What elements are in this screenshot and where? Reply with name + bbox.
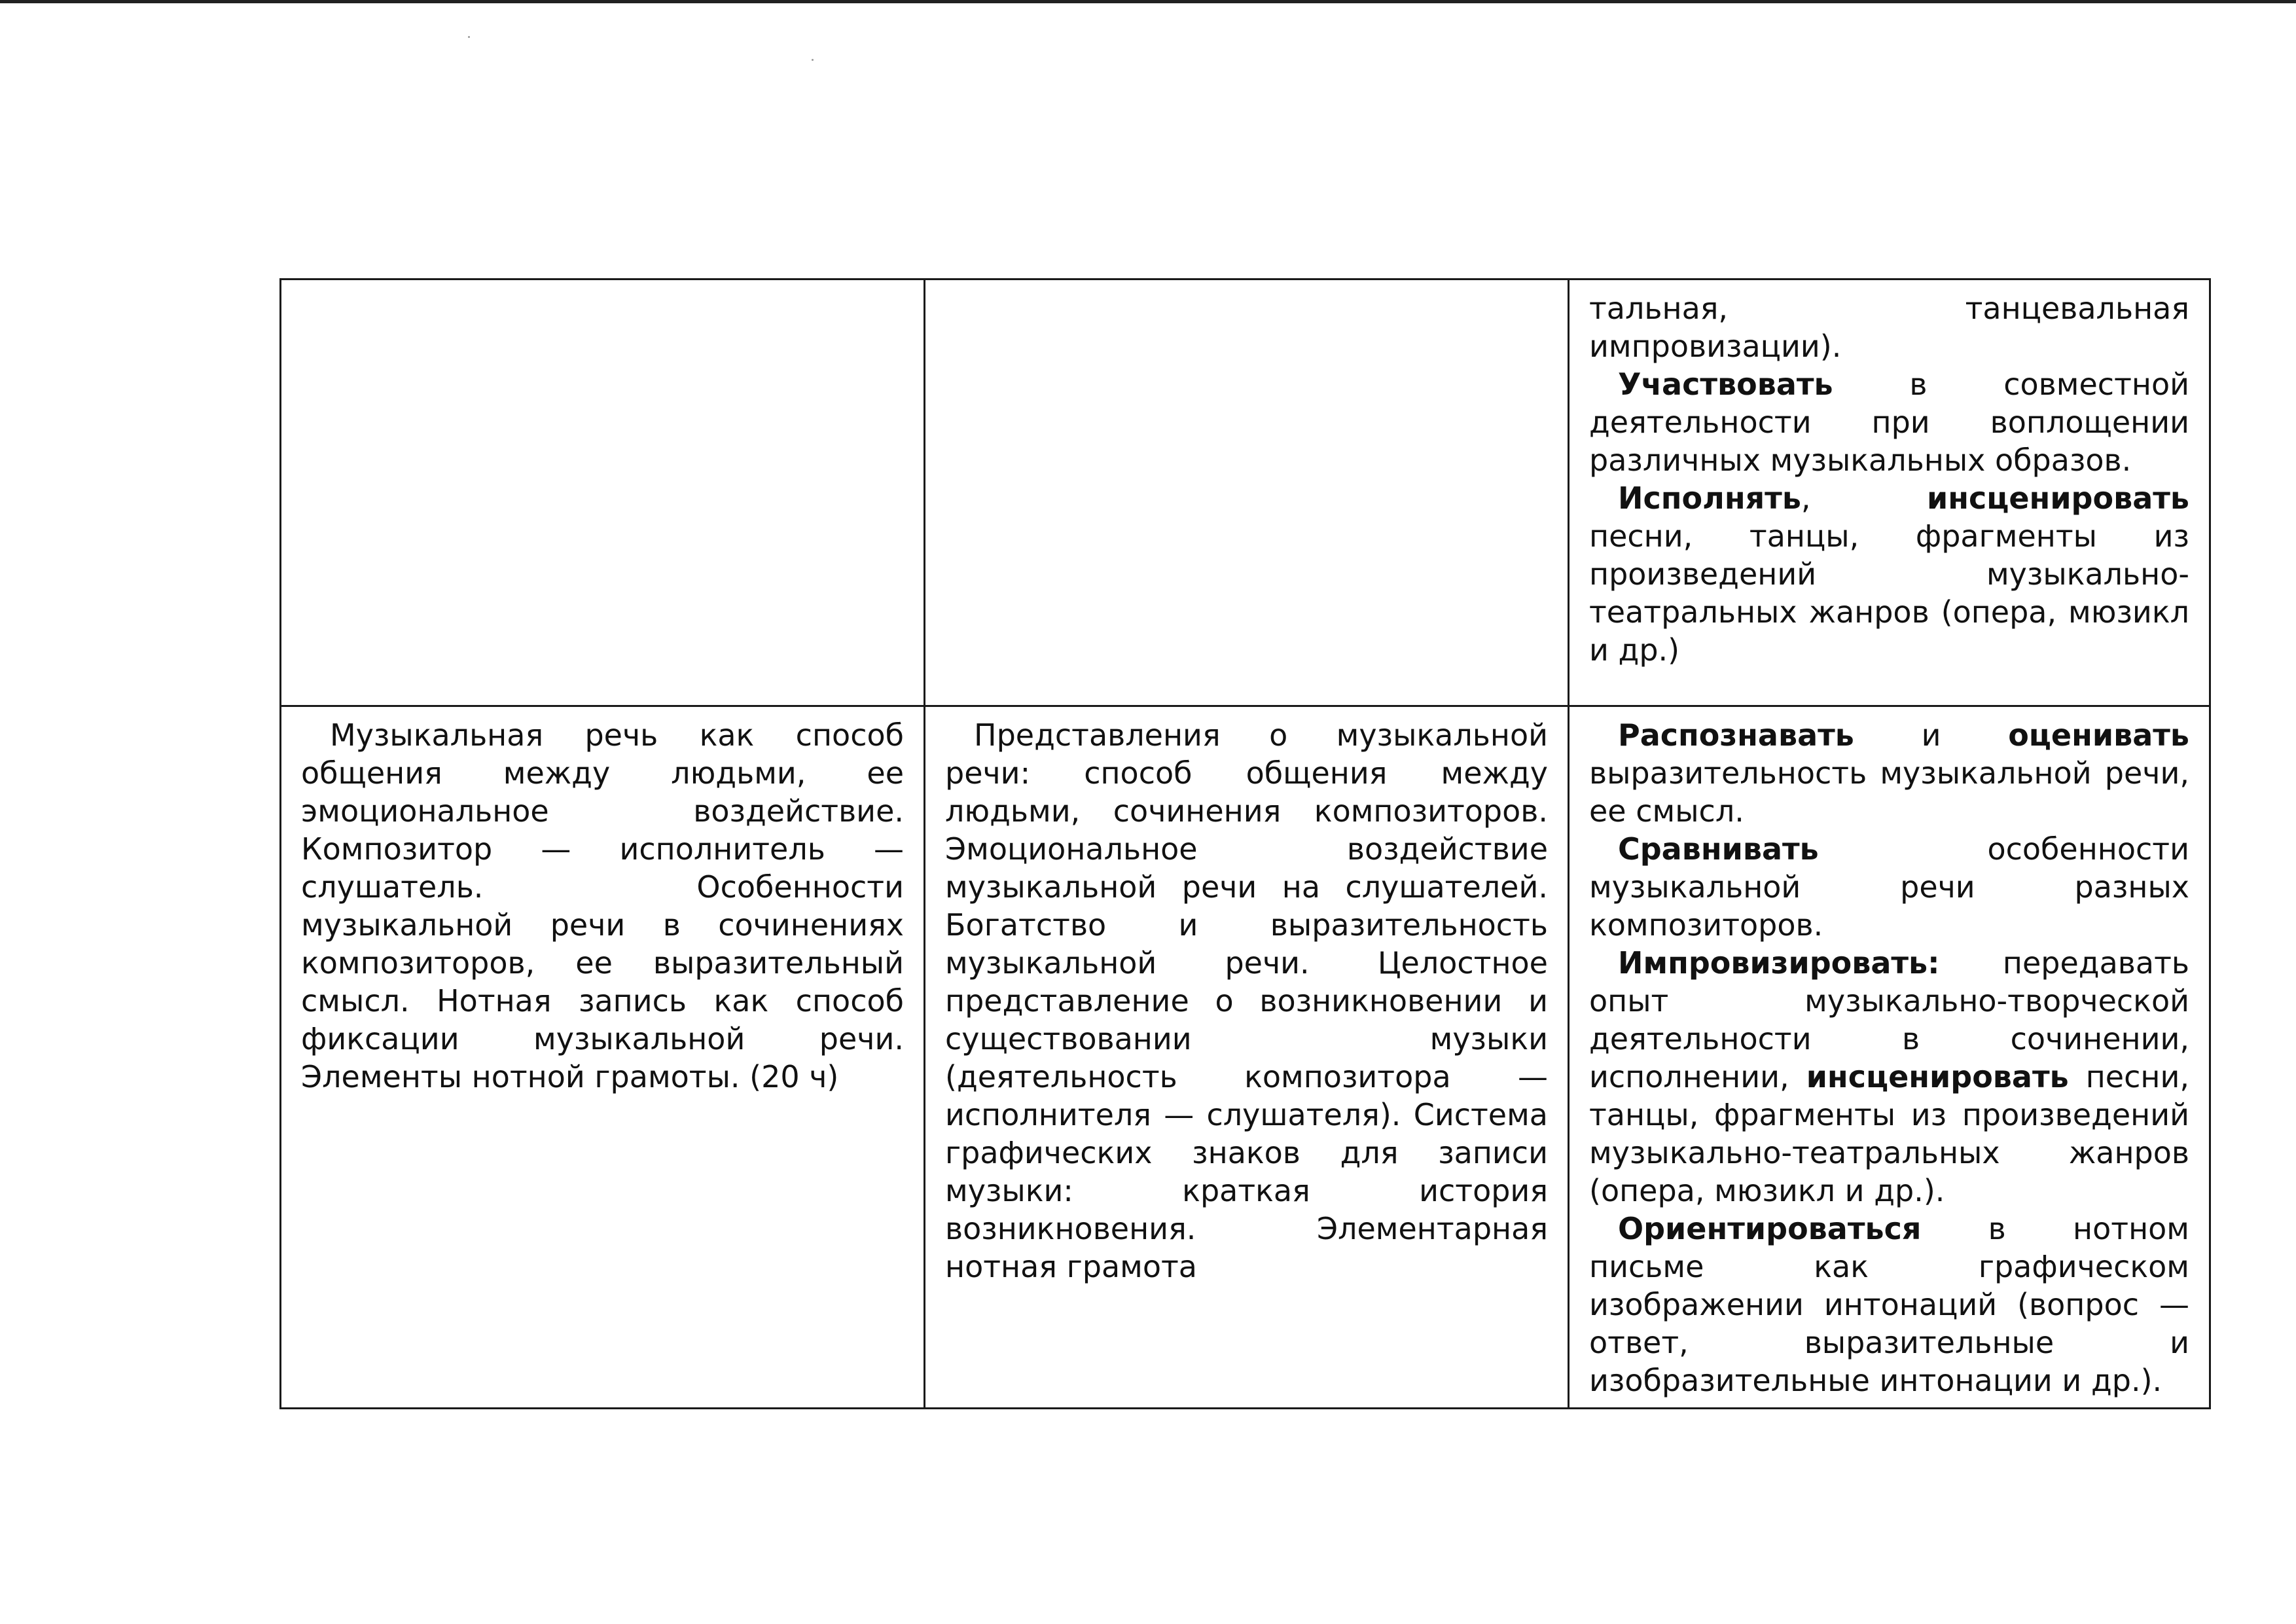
- curriculum-table: [279, 278, 2211, 1409]
- body-text: в нотном письме как графическом изображении интонаций (вопрос — ответ, выразительные и изобразительные интонации и др.).: [1589, 1211, 2189, 1398]
- body-text: особенности музыкальной речи разных композиторов.: [1589, 831, 2189, 943]
- body-text: и: [1854, 717, 2009, 753]
- body-text: тальная, танцевальная импровизации).: [1589, 291, 2189, 364]
- keyword-text: инсценировать: [1806, 1059, 2069, 1094]
- body-text: песни, танцы, фрагменты из произведений музыкально-театральных жанров (опера, мюзикл и др.).: [1589, 1059, 2189, 1208]
- paragraph: [1589, 365, 2189, 479]
- keyword-text: оценивать: [2008, 717, 2189, 753]
- scan-speck: [812, 59, 814, 61]
- scan-speck: [468, 36, 470, 38]
- characteristics-cell-empty: [925, 280, 1569, 706]
- table-row: [281, 280, 2210, 706]
- body-text: выразительность музыкальной речи, ее смысл.: [1589, 755, 2189, 829]
- keyword-text: инсценировать: [1926, 480, 2189, 516]
- body-text: песни, танцы, фрагменты из произведений музыкально-театральных жанров (опера, мюзикл и др.): [1589, 518, 2189, 668]
- content-cell: [281, 706, 925, 1409]
- paragraph: [1589, 479, 2189, 669]
- body-text: Музыкальная речь как способ общения между людьми, ее эмоциональное воздействие. Композитор — исполнитель — слушатель. Особенности музыкальной речи в сочинениях композиторов, ее выразительный смысл. Нотная запись как способ фиксации музыкальной речи. Элементы нотной грамоты. (20 ч): [301, 717, 904, 1094]
- paragraph: [1589, 289, 2189, 365]
- content-cell-empty: [281, 280, 925, 706]
- paragraph: [1589, 944, 2189, 1210]
- activities-cell: [1569, 280, 2210, 706]
- body-text: ,: [1801, 480, 1927, 516]
- keyword-text: Сравнивать: [1618, 831, 1819, 867]
- characteristics-cell: [925, 706, 1569, 1409]
- body-text: в совместной деятельности при воплощении различных музыкальных образов.: [1589, 367, 2189, 478]
- keyword-text: Импровизировать:: [1618, 945, 1940, 981]
- paragraph: [945, 716, 1548, 1286]
- keyword-text: Ориентироваться: [1618, 1211, 1922, 1246]
- keyword-text: Исполнять: [1618, 480, 1801, 516]
- scan-top-edge: [0, 0, 2296, 3]
- paragraph: [1589, 1210, 2189, 1399]
- paragraph: [301, 716, 904, 1096]
- body-text: передавать опыт музыкально-творческой деятельности в сочинении, исполнении,: [1589, 945, 2189, 1094]
- activities-cell: [1569, 706, 2210, 1409]
- table-row: [281, 706, 2210, 1409]
- keyword-text: Распознавать: [1618, 717, 1854, 753]
- paragraph: [1589, 716, 2189, 830]
- body-text: Представления о музыкальной речи: способ общения между людьми, сочинения композиторов. Эмоциональное воздействие музыкальной речи на слушателей. Богатство и выразительность музыкальной речи. Целостное представление о возникновении и существовании музыки (деятельность композитора — исполнителя — слушателя). Система графических знаков для записи музыки: краткая история возникновения. Элементарная нотная грамота: [945, 717, 1548, 1284]
- keyword-text: Участвовать: [1618, 367, 1833, 402]
- paragraph: [1589, 830, 2189, 944]
